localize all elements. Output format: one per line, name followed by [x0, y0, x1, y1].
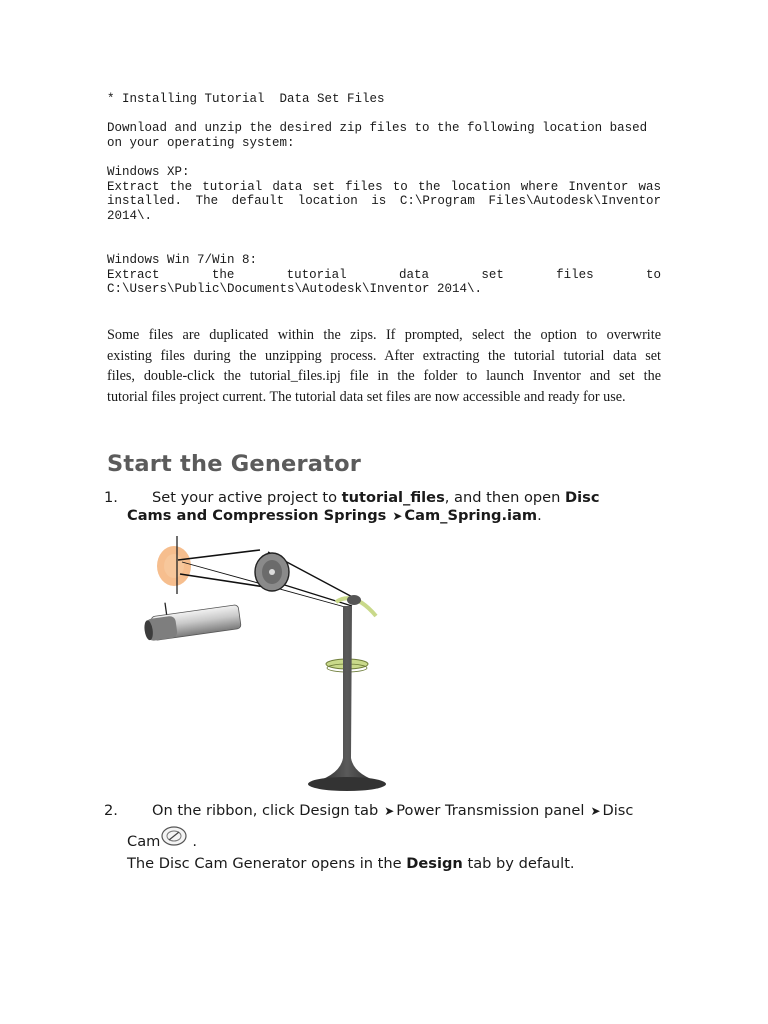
section-title: Start the Generator	[107, 451, 362, 477]
design-tab-label: Design	[406, 855, 463, 872]
file-name: Cam_Spring.iam	[404, 507, 538, 524]
windows-xp-section: Windows XP: Extract the tutorial data set files to the location where Inventor was installed. The default location is C:\Program Files\Autodesk\Inventor 2014\.	[107, 165, 661, 223]
install-heading: * Installing Tutorial Data Set Files	[107, 92, 385, 106]
arrow-right-icon: ➤	[590, 804, 601, 818]
arrow-right-icon: ➤	[392, 509, 403, 523]
install-intro: Download and unzip the desired zip files to the following location based on your operating system:	[107, 121, 648, 150]
step-number: 2.	[104, 802, 118, 819]
duplicate-files-note: Some files are duplicated within the zips. If prompted, select the option to overwrite existing files during the unzipping process. After extracting the tutorial tutorial data set files, double-click the tutorial_files.ipj file in the folder to launch Inventor and set the tutorial files project current. The tutorial data set files are now accessible and ready for use.	[107, 327, 661, 405]
cam-spring-assembly-image	[140, 532, 390, 794]
windows-7-8-title: Windows Win 7/Win 8:	[107, 253, 258, 267]
arrow-right-icon: ➤	[384, 804, 395, 818]
folder-name: Cams and Compression Springs	[127, 507, 387, 524]
project-name: tutorial_files	[341, 489, 445, 506]
step-number: 1.	[104, 489, 118, 506]
windows-xp-title: Windows XP:	[107, 165, 190, 179]
disc-cam-icon	[160, 826, 192, 850]
windows-7-8-section: Windows Win 7/Win 8: Extract the tutorial data set files to C:\Users\Public\Documents\Autodesk\Inventor 2014\.	[107, 253, 661, 297]
